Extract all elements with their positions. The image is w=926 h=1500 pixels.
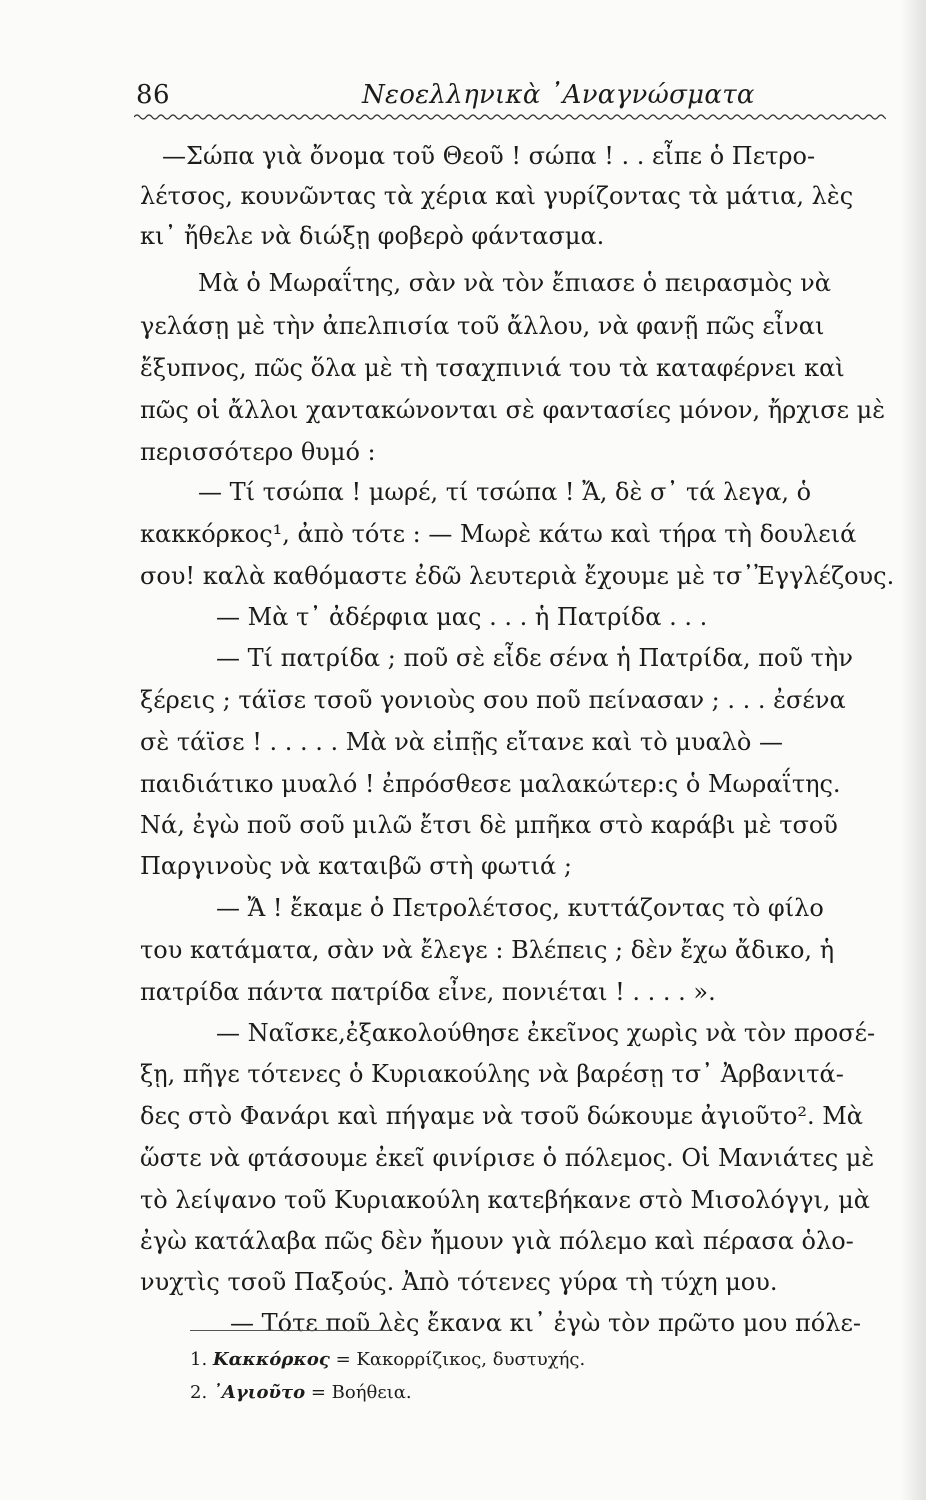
text-line: ξέρεις ; τάϊσε τσοῦ γονιοὺς σου ποῦ πείνασαν ; . . . ἐσένα — [140, 686, 846, 714]
text-line: —Σώπα γιὰ ὄνομα τοῦ Θεοῦ ! σώπα ! . . εἶπε ὁ Πετρο- — [162, 142, 816, 170]
text-line: πῶς οἱ ἄλλοι χαντακώνονται σὲ φαντασίες μόνον, ἤρχισε μὲ — [140, 396, 886, 424]
text-line: κακκόρκος¹, ἀπὸ τότε : — Μωρὲ κάτω καὶ τήρα τὴ δουλειά — [140, 520, 857, 548]
text-line: ξῃ, πῆγε τότενες ὁ Κυριακούλης νὰ βαρέσῃ τσ᾿ Ἀρβανιτά- — [140, 1060, 844, 1088]
text-line: τὸ λείψανο τοῦ Κυριακούλη κατεβήκανε στὸ Μισολόγγι, μὰ — [140, 1186, 870, 1214]
text-line: πατρίδα πάντα πατρίδα εἶνε, πονιέται ! . . . . ». — [140, 978, 716, 1006]
text-line: ἐγὼ κατάλαβα πῶς δὲν ἤμουν γιὰ πόλεμο καὶ πέρασα ὁλο- — [140, 1227, 854, 1255]
text-line: ὥστε νὰ φτάσουμε ἐκεῖ φινίρισε ὁ πόλεμος. Οἱ Μανιάτες μὲ — [140, 1144, 875, 1172]
text-line: νυχτὶς τσοῦ Παξούς. Ἀπὸ τότενες γύρα τὴ τύχη μου. — [140, 1268, 778, 1296]
text-line: — Τί τσώπα ! μωρέ, τί τσώπα ! Ἄ, δὲ σ᾿ τά λεγα, ὁ — [198, 478, 812, 506]
text-line: Νά, ἐγὼ ποῦ σοῦ μιλῶ ἔτσι δὲ μπῆκα στὸ καράβι μὲ τσοῦ — [140, 811, 838, 839]
running-title: Νεοελληνικὰ ᾿Αναγνώσματα — [362, 80, 755, 110]
footnote-number: 1. — [190, 1349, 208, 1370]
page-number: 86 — [136, 80, 171, 110]
header-wavy-rule — [134, 112, 886, 122]
text-line: — Ναῖσκε,ἐξακολούθησε ἐκεῖνος χωρὶς νὰ τὸν προσέ- — [216, 1019, 876, 1047]
text-line: σου! καλὰ καθόμαστε ἐδῶ λευτεριὰ ἔχουμε μὲ τσ᾿Ἐγγλέζους. — [140, 562, 895, 590]
text-line: — Τί πατρίδα ; ποῦ σὲ εἶδε σένα ἡ Πατρίδα, ποῦ τὴν — [216, 644, 853, 672]
text-line: περισσότερο θυμό : — [140, 438, 376, 466]
footnote-term: ᾿Αγιοῦτο — [212, 1382, 306, 1403]
text-line: γελάσῃ μὲ τὴν ἀπελπισία τοῦ ἄλλου, νὰ φανῇ πῶς εἶναι — [140, 312, 825, 340]
text-line: ἔξυπνος, πῶς ὅλα μὲ τὴ τσαχπινιά του τὰ καταφέρνει καὶ — [140, 354, 845, 382]
text-line: Παργινοὺς νὰ καταιβῶ στὴ φωτιά ; — [140, 852, 572, 880]
text-line: κι᾿ ἤθελε νὰ διώξῃ φοβερὸ φάντασμα. — [140, 222, 605, 250]
footnote-definition: Κακορρίζικος, δυστυχής. — [356, 1349, 586, 1370]
footnote-definition: Βοήθεια. — [331, 1382, 412, 1403]
text-line: — Μὰ τ᾿ ἀδέρφια μας . . . ἡ Πατρίδα . . . — [216, 603, 708, 631]
footnote-rule — [190, 1330, 390, 1331]
text-line: παιδιάτικο μυαλό ! ἐπρόσθεσε μαλακώτερ:ς ὁ Μωραΐτης. — [140, 770, 841, 798]
text-line: του κατάματα, σὰν νὰ ἔλεγε : Βλέπεις ; δὲν ἔχω ἄδικο, ἡ — [140, 936, 835, 964]
text-line: δες στὸ Φανάρι καὶ πήγαμε νὰ τσοῦ δώκουμε ἀγιοῦτο². Μὰ — [140, 1102, 863, 1130]
footnote — [190, 1381, 412, 1405]
footnote-equals: = — [335, 1349, 351, 1370]
text-line: — Ἄ ! ἔκαμε ὁ Πετρολέτσος, κυττάζοντας τὸ φίλο — [216, 894, 824, 922]
spine-shadow — [900, 0, 926, 1500]
footnote — [190, 1348, 585, 1372]
text-line: — Τότε ποῦ λὲς ἔκανα κι᾿ ἐγὼ τὸν πρῶτο μου πόλε- — [230, 1309, 861, 1337]
text-line: Μὰ ὁ Μωραΐτης, σὰν νὰ τὸν ἔπιασε ὁ πειρασμὸς νὰ — [198, 269, 831, 297]
text-line: σὲ τάϊσε ! . . . . . Μὰ νὰ εἰπῇς εἴτανε καὶ τὸ μυαλὸ — — [140, 728, 783, 756]
footnote-term: Κακκόρκος — [212, 1349, 330, 1370]
footnote-equals: = — [310, 1382, 326, 1403]
text-line: λέτσος, κουνῶντας τὰ χέρια καὶ γυρίζοντας τὰ μάτια, λὲς — [140, 182, 854, 210]
footnote-number: 2. — [190, 1382, 208, 1403]
